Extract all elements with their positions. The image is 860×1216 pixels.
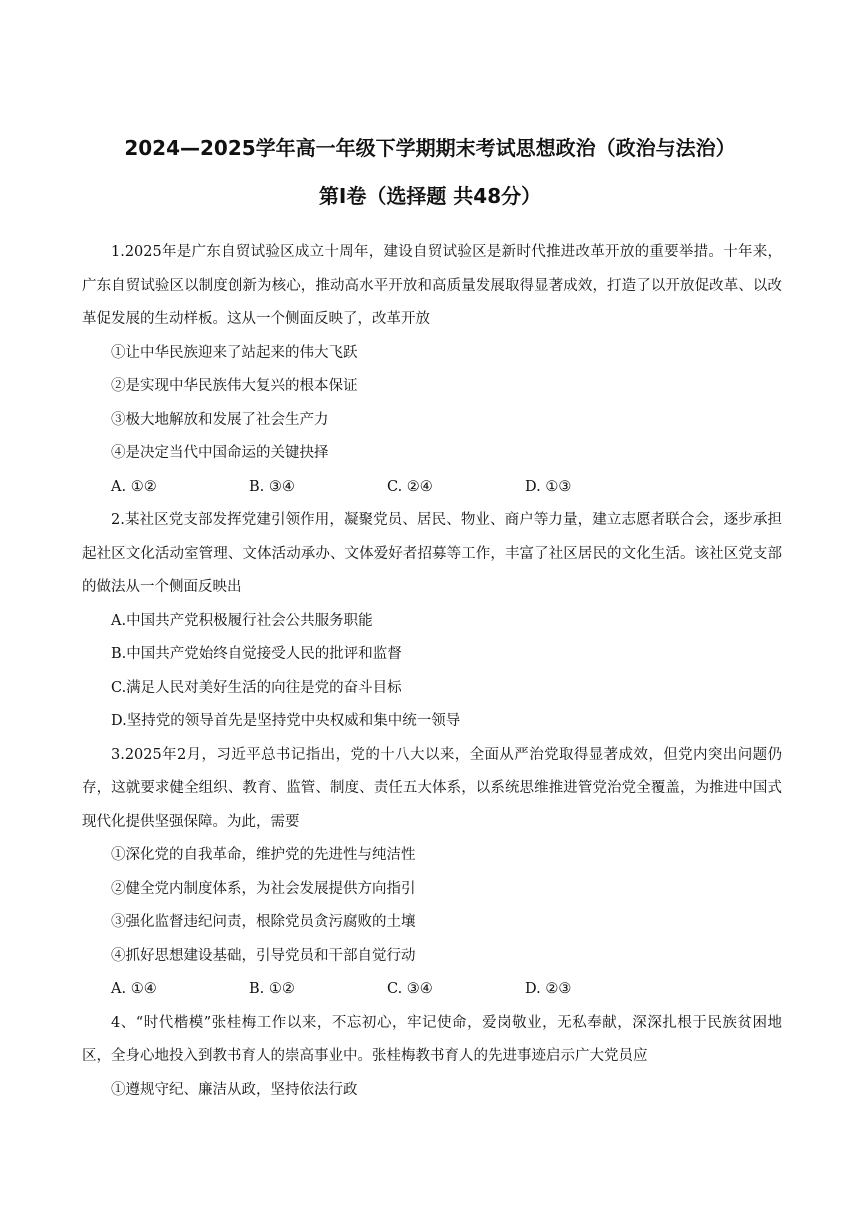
question-3-statement-3: ③强化监督违纪问责，根除党员贪污腐败的土壤 — [111, 914, 416, 930]
choice-c: C. ③④ — [387, 981, 433, 997]
question-4-statement-1: ①遵规守纪、廉洁从政，坚持依法行政 — [111, 1081, 358, 1098]
question-3-statement-1: ①深化党的自我革命，维护党的先进性与纯洁性 — [111, 847, 416, 863]
choice-b: B. ①② — [249, 981, 295, 997]
section-title: 第Ⅰ卷（选择题 共48分） — [318, 184, 542, 208]
question-list — [82, 236, 782, 1107]
question-2-option-b: B.中国共产党始终自觉接受人民的批评和监督 — [111, 646, 402, 662]
question-2-option-a: A.中国共产党积极履行社会公共服务职能 — [111, 612, 373, 629]
question-3-statement-4: ④抓好思想建设基础，引导党员和干部自觉行动 — [111, 947, 416, 964]
exam-title: 2024—2025学年高一年级下学期期末考试思想政治（政治与法治） — [124, 136, 736, 160]
question-1-statement-3: ③极大地解放和发展了社会生产力 — [111, 411, 329, 428]
question-2-option-d: D.坚持党的领导首先是坚持党中央权威和集中统一领导 — [111, 713, 461, 729]
question-1-statement-2: ②是实现中华民族伟大复兴的根本保证 — [111, 378, 358, 394]
choice-b: B. ③④ — [249, 478, 295, 495]
question-1-statement-4: ④是决定当代中国命运的关键抉择 — [111, 445, 329, 461]
question-4-stem: 4、“时代楷模”张桂梅工作以来，不忘初心，牢记使命，爱岗敬业，无私奉献，深深扎根于民族贫困地区，全身心地投入到教书育人的崇高事业中。张桂梅教书育人的先进事迹启示广大党员应 — [82, 1014, 782, 1064]
question-3-statement-2: ②健全党内制度体系，为社会发展提供方向指引 — [111, 880, 416, 897]
question-2-stem: 2.某社区党支部发挥党建引领作用，凝聚党员、居民、物业、商户等力量，建立志愿者联合会，逐步承担起社区文化活动室管理、文体活动承办、文体爱好者招募等工作，丰富了社区居民的文化生活。该社区党支部的做法从一个侧面反映出 — [82, 512, 782, 595]
choice-c: C. ②④ — [387, 478, 433, 495]
question-2-option-c: C.满足人民对美好生活的向往是党的奋斗目标 — [111, 679, 402, 696]
question-3-stem: 3.2025年2月，习近平总书记指出，党的十八大以来，全面从严治党取得显著成效，但党内突出问题仍存，这就要求健全组织、教育、监管、制度、责任五大体系，以系统思维推进管党治党全覆盖，为推进中国式现代化提供坚强保障。为此，需要 — [82, 746, 782, 830]
choice-a: A. ①② — [111, 478, 157, 495]
question-1-stem: 1.2025年是广东自贸试验区成立十周年，建设自贸试验区是新时代推进改革开放的重要举措。十年来，广东自贸试验区以制度创新为核心，推动高水平开放和高质量发展取得显著成效，打造了以开放促改革、以改革促发展的生动样板。这从一个侧面反映了，改革开放 — [82, 244, 782, 327]
choice-a: A. ①④ — [111, 981, 157, 997]
choice-d: D. ①③ — [525, 478, 572, 495]
question-1-choices — [82, 471, 782, 505]
choice-d: D. ②③ — [525, 981, 572, 997]
question-3-choices — [82, 973, 782, 1007]
question-1-statement-1: ①让中华民族迎来了站起来的伟大飞跃 — [111, 344, 358, 361]
